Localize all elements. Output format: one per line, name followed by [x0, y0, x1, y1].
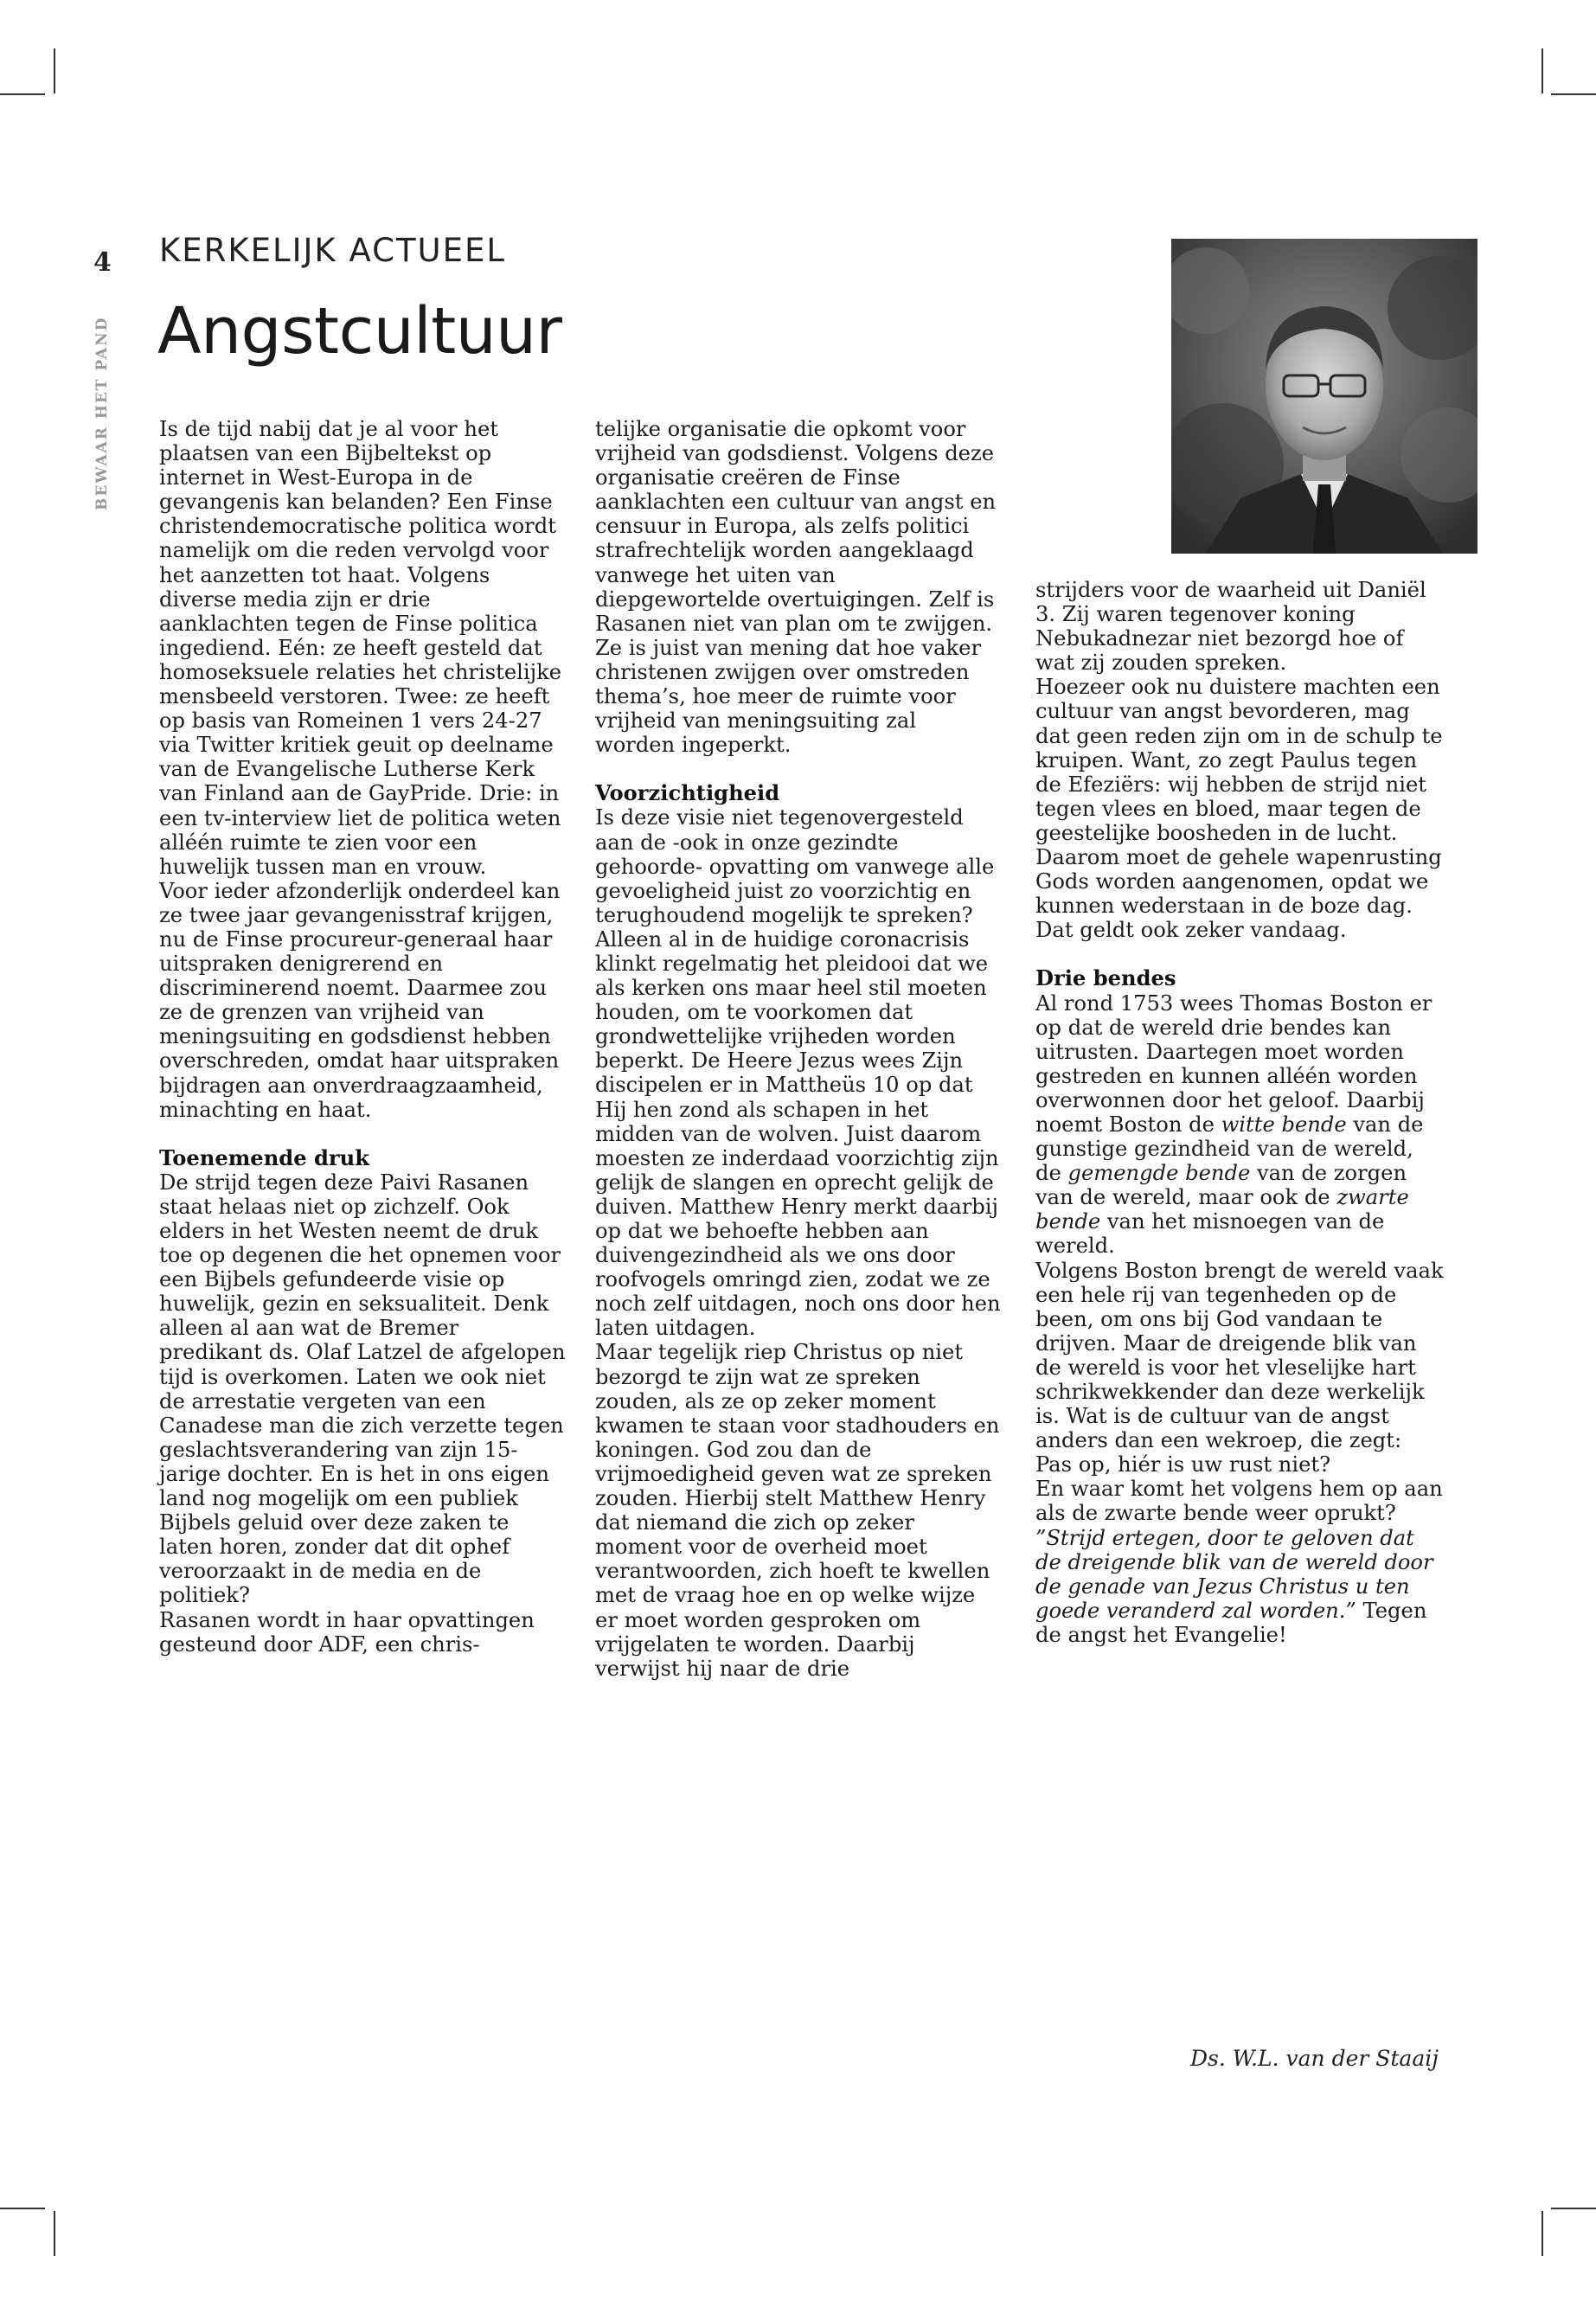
crop-mark-bottom-left-v — [54, 2211, 55, 2256]
text-run: van de zorgen van de wereld, maar ook de — [1035, 1161, 1407, 1210]
paragraph — [1035, 1477, 1444, 1647]
article-column-2 — [595, 417, 1002, 1681]
crop-mark-top-right-h — [1551, 93, 1596, 95]
paragraph: telijke organisatie die opkomt voor vrijheid van godsdienst. Volgens deze organisatie creëren de Finse aanklachten een cultuur van angst en censuur in Europa, als zelfs politici strafrechtelijk worden aangeklaagd vanwege het uiten van diepgewortelde overtuigingen. Zelf is Rasanen niet van plan om te zwijgen. Ze is juist van mening dat hoe vaker christenen zwijgen over omstreden thema’s, hoe meer de ruimte voor vrijheid van meningsuiting zal worden ingeperkt. — [595, 417, 997, 758]
crop-mark-bottom-left-h — [0, 2208, 45, 2209]
text-run: Al rond 1753 wees Thomas Boston er op dat de wereld drie bendes kan uitrusten. Daartegen moet worden gestreden en kunnen alléén worden overwonnen door het geloof. Daarbij noemt Boston de — [1035, 990, 1433, 1137]
article-column-3 — [1035, 578, 1444, 1647]
article-column-1 — [159, 417, 566, 1657]
paragraph: Voor ieder afzonderlijk onderdeel kan ze twee jaar gevangenisstraf krijgen, nu de Finse procureur-generaal haar uitspraken denigrerend en discriminerend noemt. Daarmee zou ze de grenzen van vrijheid van meningsuiting en godsdienst hebben overschreden, omdat haar uitspraken bijdragen aan onverdraagzaamheid, minachting en haat. — [159, 878, 561, 1122]
crop-mark-top-right-v — [1542, 48, 1543, 93]
subheading-toenemende-druk: Toenemende druk — [159, 1144, 370, 1170]
paragraph: strijders voor de waarheid uit Daniël 3. Zij waren tegenover koning Nebukadnezar niet bezorgd hoe of wat zij zouden spreken. — [1035, 578, 1426, 676]
crop-mark-bottom-right-v — [1542, 2211, 1543, 2256]
text-run: En waar komt het volgens hem op aan als de zwarte bende weer oprukt? — [1035, 1477, 1443, 1526]
paragraph: Maar tegelijk riep Christus op niet bezorgd te zijn wat ze spreken zouden, als ze op zeker moment kwamen te staan voor stadhouders en koningen. God zou dan de vrijmoedigheid geven wat ze spreken zouden. Hierbij stelt Matthew Henry dat niemand die zich op zeker moment voor de overheid moet verantwoorden, zich hoeft te kwellen met de vraag hoe en op welke wijze er moet worden gesproken om vrijgelaten te worden. Daarbij verwijst hij naar de drie — [595, 1340, 1000, 1681]
subheading-voorzichtigheid: Voorzichtigheid — [595, 780, 780, 806]
italic-term: zwarte bende — [1035, 1185, 1409, 1234]
paragraph: Is de tijd nabij dat je al voor het plaatsen van een Bijbeltekst op internet in West-Europa in de gevangenis kan belanden? Een Finse christendemocratische politica wordt namelijk om die reden vervolgd voor het aanzetten tot haat. Volgens diverse media zijn er drie aanklachten tegen de Finse politica ingediend. Eén: ze heeft gesteld dat homoseksuele relaties het christelijke mensbeeld verstoren. Twee: ze heeft op basis van Romeinen 1 vers 24-27 via Twitter kritiek geuit op deelname van de Evangelische Lutherse Kerk van Finland aan de GayPride. Drie: in een tv-interview liet de politica weten alléén ruimte te zien voor een huwelijk tussen man en vrouw. — [159, 417, 562, 879]
crop-mark-top-left-v — [54, 48, 55, 93]
italic-term: witte bende — [1221, 1112, 1347, 1137]
text-run: Tegen de angst het Evangelie! — [1035, 1598, 1427, 1647]
text-run: van het misnoegen van de wereld. — [1035, 1209, 1385, 1259]
paragraph: Rasanen wordt in haar opvattingen gesteund door ADF, een chris- — [159, 1607, 535, 1657]
text-run: van de gunstige gezindheid van de wereld, de — [1035, 1112, 1424, 1186]
italic-term: gemengde bende — [1067, 1161, 1251, 1186]
author-portrait-photo — [1171, 239, 1477, 554]
side-label: BEWAAR HET PAND — [93, 316, 111, 510]
author-signature: Ds. W.L. van der Staaij — [1189, 2046, 1439, 2071]
paragraph: Is deze visie niet tegenovergesteld aan de -ook in onze gezindte gehoorde- opvatting om vanwege alle gevoeligheid juist zo voorzichtig en terughoudend mogelijk te spreken? Alleen al in de huidige coronacrisis klinkt regelmatig het pleidooi dat we als kerken ons maar heel stil moeten houden, om te voorkomen dat grondwettelijke vrijheden worden beperkt. De Heere Jezus wees Zijn discipelen er in Mattheüs 10 op dat Hij hen zond als schapen in het midden van de wolven. Juist daarom moesten ze inderdaad voorzichtig zijn gelijk de slangen en oprecht gelijk de duiven. Matthew Henry merkt daarbij op dat we behoefte hebben aan duivengezindheid als we ons door roofvogels omringd zien, zodat we ze noch zelf uitdagen, noch ons door hen laten uitdagen. — [595, 805, 1001, 1341]
portrait-image — [1171, 239, 1477, 554]
italic-quote: ”Strijd ertegen, door te geloven dat de dreigende blik van de wereld door de genade van Jezus Christus u ten goede veranderd zal worden.” — [1035, 1525, 1433, 1623]
section-label: KERKELIJK ACTUEEL — [159, 232, 507, 269]
paragraph: De strijd tegen deze Paivi Rasanen staat helaas niet op zichzelf. Ook elders in het Westen neemt de druk toe op degenen die het opnemen voor een Bijbels gefundeerde visie op huwelijk, gezin en seksualiteit. Denk alleen al aan wat de Bremer predikant ds. Olaf Latzel de afgelopen tijd is overkomen. Laten we ook niet de arrestatie vergeten van een Canadese man die zich verzette tegen geslachtsverandering van zijn 15-jarige dochter. En is het in ons eigen land nog mogelijk om een publiek Bijbels geluid over deze zaken te laten horen, zonder dat dit ophef veroorzaakt in de media en de politiek? — [159, 1170, 566, 1608]
paragraph: Hoezeer ook nu duistere machten een cultuur van angst bevorderen, mag dat geen reden zijn om in de schulp te kruipen. Want, zo zegt Paulus tegen de Efeziërs: wij hebben de strijd niet tegen vlees en bloed, maar tegen de geestelijke boosheden in de lucht. Daarom moet de gehele wapenrusting Gods worden aangenomen, opdat we kunnen wederstaan in de boze dag. Dat geldt ook zeker vandaag. — [1035, 675, 1443, 943]
crop-mark-top-left-h — [0, 93, 45, 95]
crop-mark-bottom-right-h — [1551, 2208, 1596, 2209]
paragraph — [1035, 991, 1444, 1259]
article-title: Angstcultuur — [157, 294, 562, 369]
subheading-drie-bendes: Drie bendes — [1035, 965, 1176, 991]
paragraph: Volgens Boston brengt de wereld vaak een hele rij van tegenheden op de been, om ons bij God vandaan te drijven. Maar de dreigende blik van de wereld is voor het vleselijke hart schrikwekkender dan deze werkelijk is. Wat is de cultuur van de angst anders dan een wekroep, die zegt: Pas op, hiér is uw rust niet? — [1035, 1258, 1444, 1477]
page-number: 4 — [93, 247, 112, 278]
